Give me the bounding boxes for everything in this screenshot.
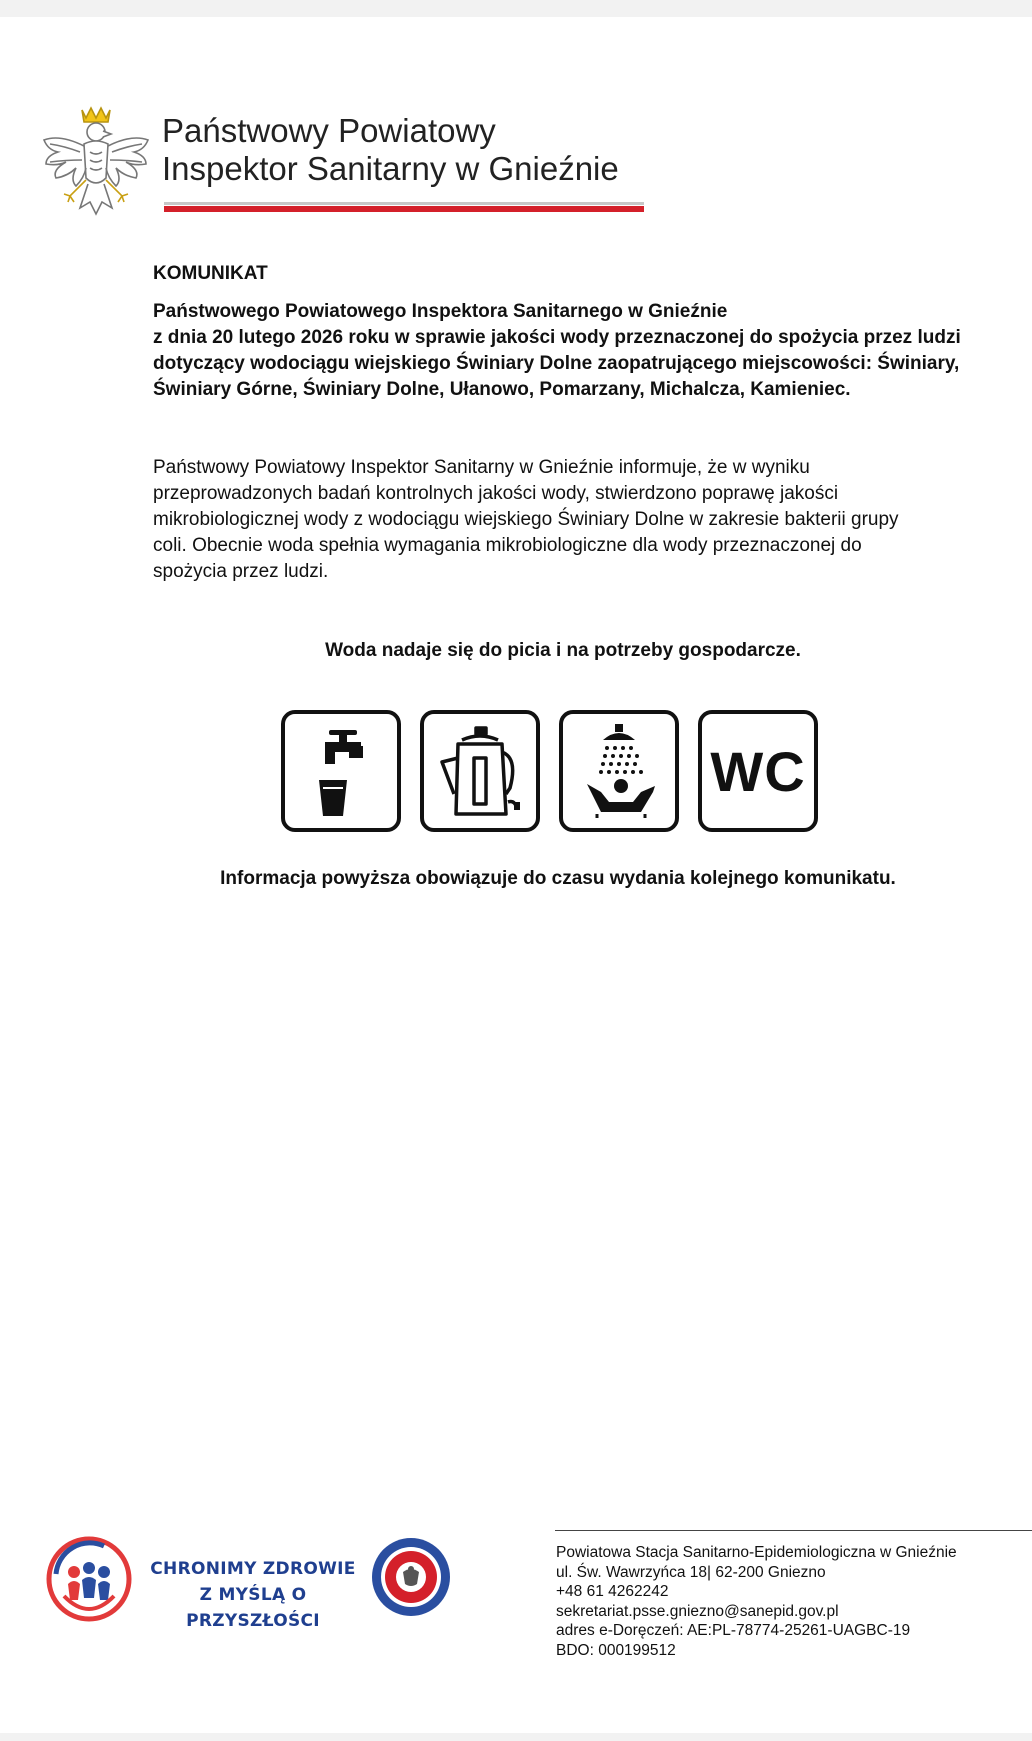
validity-note: Informacja powyższa obowiązuje do czasu wydania kolejnego komunikatu. [220, 868, 896, 889]
health-slogan [148, 1556, 358, 1634]
subject-line: dotyczący wodociągu wiejskiego Świniary Dolne zaopatrującego miejscowości: Świniary, [153, 353, 960, 374]
footer-divider [555, 1530, 1032, 1531]
divider-grey-line [164, 202, 644, 205]
shower-bath-icon [559, 710, 679, 832]
phone-number: +48 61 4262242 [556, 1583, 669, 1600]
wc-icon [698, 710, 818, 832]
organization-name-line1: Państwowy Powiatowy [162, 112, 496, 149]
institution-name: Powiatowa Stacja Sanitarno-Epidemiologiczna w Gnieźnie [556, 1544, 957, 1561]
health-protection-logo-icon [44, 1534, 134, 1624]
e-delivery-address: adres e-Doręczeń: AE:PL-78774-25261-UAGBC-19 [556, 1622, 911, 1639]
subject-line: z dnia 20 lutego 2026 roku w sprawie jakości wody przeznaczonej do spożycia przez ludzi [153, 327, 961, 348]
bottom-margin-strip [0, 1733, 1032, 1741]
water-usage-icons [281, 710, 821, 834]
organization-name [162, 112, 662, 188]
street-address: ul. Św. Wawrzyńca 18| 62-200 Gniezno [556, 1563, 826, 1581]
polish-eagle-icon [40, 104, 152, 220]
announcement-body [153, 262, 973, 585]
footer-logos [40, 1530, 460, 1630]
subject-line: Świniary Górne, Świniary Dolne, Ułanowo, Pomarzany, Michalcza, Kamieniec. [153, 379, 851, 400]
slogan-line2: Z MYŚLĄ O PRZYSZŁOŚCI [186, 1585, 320, 1631]
bdo-number: BDO: 000199512 [556, 1641, 676, 1659]
body-line: Państwowy Powiatowy Inspektor Sanitarny w Gnieźnie informuje, że w wyniku [153, 457, 810, 478]
drinkable-statement: Woda nadaje się do picia i na potrzeby gospodarcze. [325, 640, 801, 661]
announcement-text [153, 455, 973, 585]
divider-red-line [164, 206, 644, 212]
body-line: spożycia przez ludzi. [153, 561, 329, 582]
announcement-heading: KOMUNIKAT [153, 263, 268, 284]
letterhead-divider [164, 202, 644, 211]
body-line: mikrobiologicznej wody z wodociągu wiejskiego Świniary Dolne w zakresie bakterii grupy [153, 509, 899, 530]
body-line: coli. Obecnie woda spełnia wymagania mikrobiologiczne dla wody przeznaczonej do [153, 535, 862, 556]
kettle-icon [420, 710, 540, 832]
footer-contact [556, 1543, 1026, 1660]
top-margin-strip [0, 0, 1032, 17]
tap-drinking-icon [281, 710, 401, 832]
slogan-line1: CHRONIMY ZDROWIE [150, 1559, 356, 1579]
announcement-subject [153, 299, 973, 403]
wc-label: WC [710, 739, 806, 803]
subject-line: Państwowego Powiatowego Inspektora Sanitarnego w Gnieźnie [153, 301, 728, 322]
letterhead [40, 104, 650, 224]
email-address: sekretariat.psse.gniezno@sanepid.gov.pl [556, 1602, 839, 1620]
sanitary-inspection-logo-icon [370, 1536, 452, 1618]
organization-name-line2: Inspektor Sanitarny w Gnieźnie [162, 150, 619, 187]
body-line: przeprowadzonych badań kontrolnych jakości wody, stwierdzono poprawę jakości [153, 483, 839, 504]
